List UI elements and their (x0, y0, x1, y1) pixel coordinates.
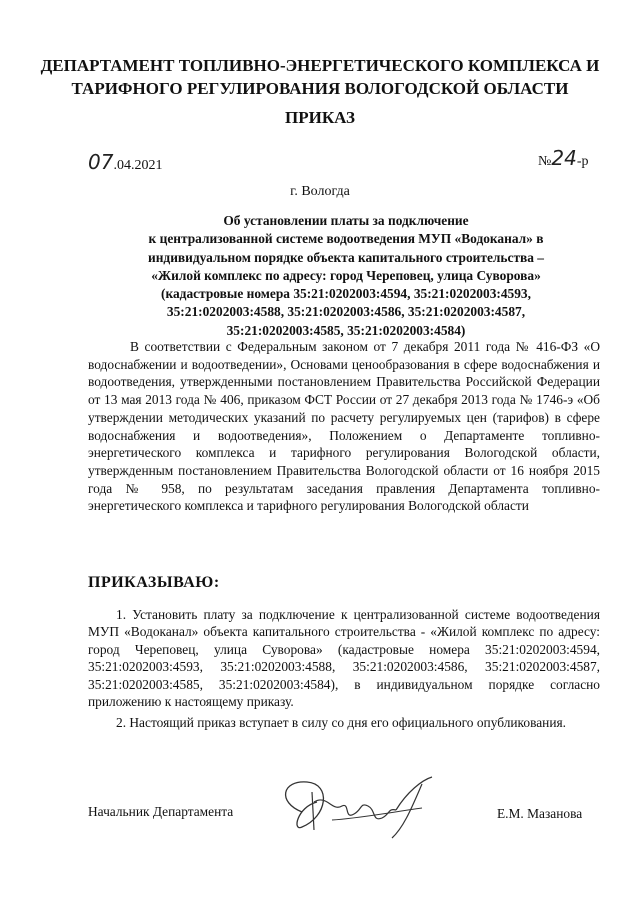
order-number (538, 146, 588, 170)
subject-line: индивидуальном порядке объекта капитального строительства – (147, 249, 544, 265)
number-sign: № (538, 154, 552, 169)
preamble-paragraph: В соответствии с Федеральным законом от 7 декабря 2011 года № 416-ФЗ «О водоснабжении и водоотведении», Основами ценообразования в сфере водоснабжения и водоотведения, утвержденными постановлением Правительства Российской Федерации от 13 мая 2013 года № 406, приказом ФСТ России от 27 декабря 2013 года № 1746-э «Об утверждении методических указаний по расчету регулируемых цен (тарифов) в сфере водоснабжения и водоотведения», Положением о Департаменте топливно-энергетического комплекса и тарифного регулирования Вологодской области, утвержденным постановлением Правительства Вологодской области от 16 ноября 2015 года № 958, по результатам заседания правления Департамента топливно-энергетического комплекса и тарифного регулирования Вологодской области (88, 339, 600, 514)
order-date (88, 150, 162, 174)
subject-line: «Жилой комплекс по адресу: город Череповец, улица Суворова» (151, 267, 541, 283)
department-line-2: ТАРИФНОГО РЕГУЛИРОВАНИЯ ВОЛОГОДСКОЙ ОБЛАСТИ (71, 79, 569, 98)
number-suffix: -р (576, 154, 589, 169)
handwritten-day: 07 (88, 150, 114, 174)
subject-line: 35:21:0202003:4585, 35:21:0202003:4584) (226, 322, 466, 338)
subject-line: к централизованной системе водоотведения МУП «Водоканал» в (148, 231, 544, 247)
date-month-year: .04.2021 (113, 158, 163, 173)
handwritten-number: 24 (551, 146, 577, 170)
signer-name: Е.М. Мазанова (497, 806, 583, 821)
subject-line: (кадастровые номера 35:21:0202003:4594, 35:21:0202003:4593, (161, 286, 531, 302)
order-item-2: 2. Настоящий приказ вступает в силу со дня его официального опубликования. (116, 715, 566, 731)
handwritten-signature (272, 772, 452, 842)
city: г. Вологда (290, 184, 350, 199)
order-word: ПРИКАЗЫВАЮ: (88, 574, 220, 591)
order-subject (96, 212, 596, 340)
signer-role: Начальник Департамента (88, 804, 234, 819)
department-line-1: ДЕПАРТАМЕНТ ТОПЛИВНО-ЭНЕРГЕТИЧЕСКОГО КОМПЛЕКСА И (40, 56, 600, 75)
order-items (88, 606, 600, 732)
order-item-1: 1. Установить плату за подключение к централизованной системе водоотведения МУП «Водоканал» объекта капитального строительства - «Жилой комплекс по адресу: город Череповец, улица Суворова» (кадастровые номера 35:21:0202003:4594, 35:21:0202003:4593, 35:21:0202003:4588, 35:21:0202003:4586, 35:21:0202003:4587, 35:21:0202003:4585, 35:21:0202003:4584), в индивидуальном порядке согласно приложению к настоящему приказу. (88, 607, 600, 710)
department-header (0, 54, 640, 100)
document-type: ПРИКАЗ (285, 108, 355, 127)
subject-line: 35:21:0202003:4588, 35:21:0202003:4586, 35:21:0202003:4587, (166, 304, 526, 320)
subject-line: Об установлении платы за подключение (223, 213, 469, 228)
